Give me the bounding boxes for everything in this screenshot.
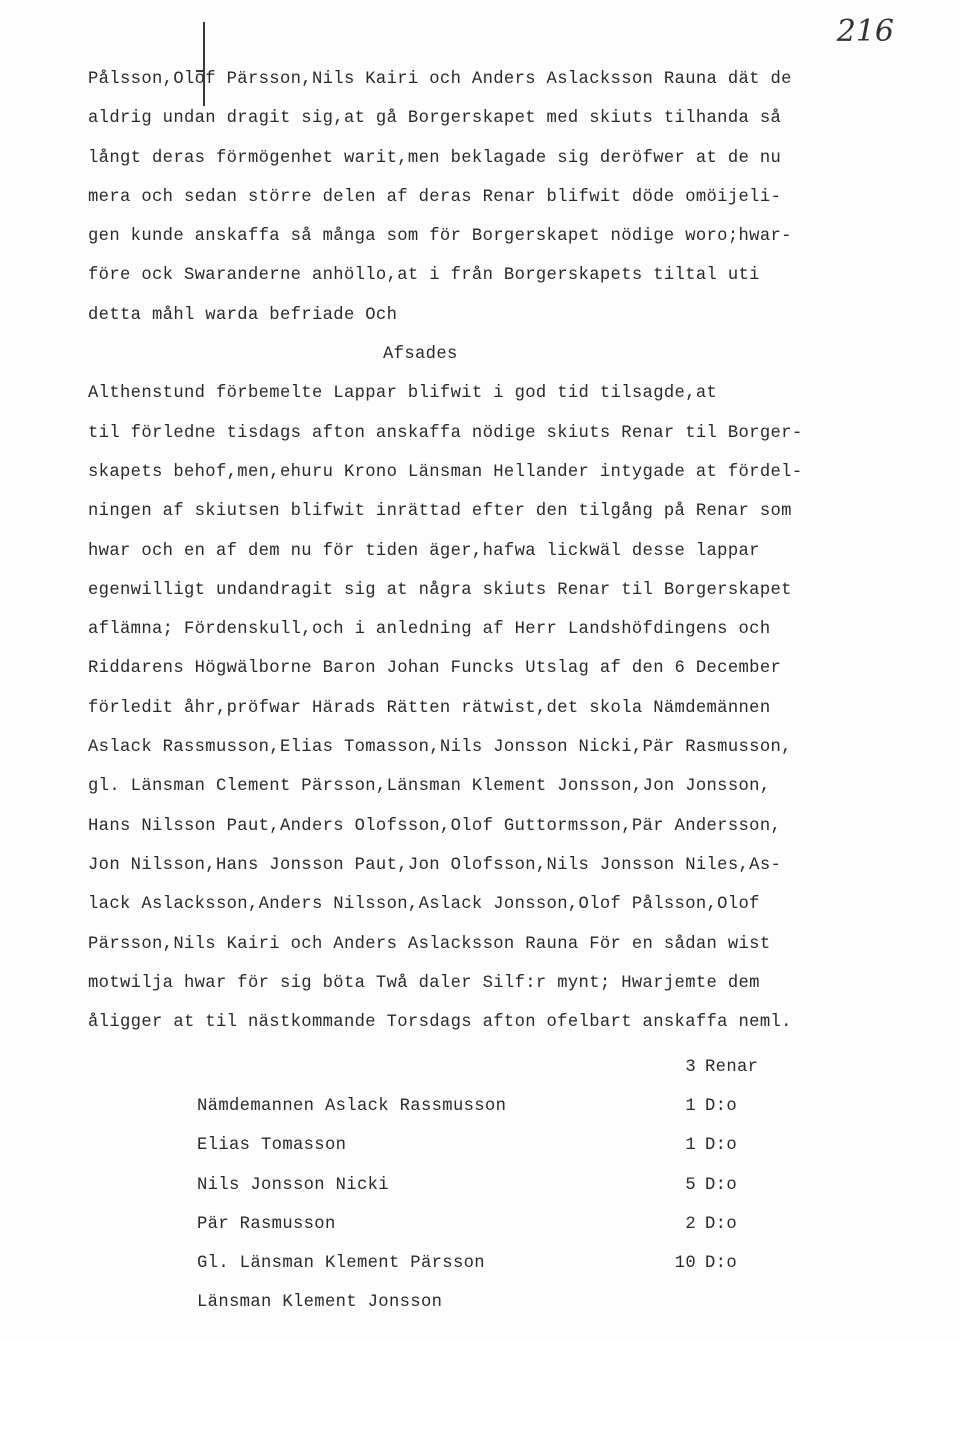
section-heading: Afsades <box>383 345 458 365</box>
list-item-unit: D:o <box>705 1253 737 1273</box>
text-line: skapets behof,men,ehuru Krono Länsman Hellander intygade at fördel- <box>88 462 803 482</box>
list-item <box>133 1126 773 1195</box>
text-line: motwilja hwar för sig böta Twå daler Silf:r mynt; Hwarjemte dem <box>88 973 760 993</box>
text-line: Pålsson,Olof Pärsson,Nils Kairi och Anders Aslacksson Rauna dät de <box>88 70 792 89</box>
text-line: mera och sedan större delen af deras Renar blifwit döde omöijeli- <box>88 187 782 207</box>
list-item-name: Pär Rasmusson <box>197 1214 336 1234</box>
text-line: Pärsson,Nils Kairi och Anders Aslacksson Rauna För en sådan wist <box>88 934 771 954</box>
text-line: långt deras förmögenhet warit,men beklagade sig deröfwer at de nu <box>88 148 782 168</box>
text-line: åligger at til nästkommande Torsdags afton ofelbart anskaffa neml. <box>88 1013 792 1033</box>
list-item-name: Länsman Klement Jonsson <box>197 1293 443 1313</box>
text-line: gl. Länsman Clement Pärsson,Länsman Klement Jonsson,Jon Jonsson, <box>88 777 771 797</box>
list-item-qty: 10 <box>674 1253 696 1273</box>
list-item <box>133 1087 773 1156</box>
list-item-name: Nils Jonsson Nicki <box>197 1175 389 1195</box>
list-item-unit: D:o <box>705 1175 737 1195</box>
text-line: ningen af skiutsen blifwit inrättad efter den tilgång på Renar som <box>88 502 792 522</box>
text-line: til förledne tisdags afton anskaffa nödige skiuts Renar til Borger- <box>88 423 803 443</box>
list-item-qty: 5 <box>685 1175 696 1195</box>
list-item-unit: Renar <box>705 1058 759 1077</box>
text-line: lack Aslacksson,Anders Nilsson,Aslack Jonsson,Olof Pålsson,Olof <box>88 895 760 915</box>
list-item <box>133 1166 773 1234</box>
text-line: före ock Swaranderne anhöllo,at i från Borgerskapets tiltal uti <box>88 266 760 286</box>
text-line: gen kunde anskaffa så många som för Borgerskapet nödige woro;hwar- <box>88 227 792 247</box>
list-item-unit: D:o <box>705 1136 737 1156</box>
list-item-qty: 2 <box>685 1214 696 1234</box>
text-line: egenwilligt undandragit sig at några skiuts Renar til Borgerskapet <box>88 580 792 600</box>
text-line: Riddarens Högwälborne Baron Johan Funcks Utslag af den 6 December <box>88 659 782 679</box>
text-line: Aslack Rassmusson,Elias Tomasson,Nils Jonsson Nicki,Pär Rasmusson, <box>88 738 792 758</box>
text-line: förledit åhr,pröfwar Härads Rätten rätwist,det skola Nämdemännen <box>88 698 771 718</box>
text-line: Hans Nilsson Paut,Anders Olofsson,Olof Guttormsson,Pär Andersson, <box>88 816 782 836</box>
text-line: aldrig undan dragit sig,at gå Borgerskapet med skiuts tilhanda så <box>88 109 782 129</box>
text-line: Althenstund förbemelte Lappar blifwit i god tid tilsagde,at <box>88 384 718 404</box>
list-item-unit: D:o <box>705 1214 737 1234</box>
text-line: hwar och en af dem nu för tiden äger,hafwa lickwäl desse lappar <box>88 541 760 561</box>
text-line: Jon Nilsson,Hans Jonsson Paut,Jon Olofsson,Nils Jonsson Niles,As- <box>88 855 782 875</box>
list-item-name: Gl. Länsman Klement Pärsson <box>197 1253 485 1273</box>
list-item-qty: 1 <box>685 1097 696 1117</box>
page-number: 216 <box>836 14 894 49</box>
renar-list <box>133 1048 773 1313</box>
list-item-name: Nämdemannen Aslack Rassmusson <box>197 1097 507 1117</box>
list-item-qty: 3 <box>685 1058 696 1077</box>
list-item <box>133 1244 773 1313</box>
text-line: aflämna; Fördenskull,och i anledning af Herr Landshöfdingens och <box>88 620 771 640</box>
list-item-unit: D:o <box>705 1097 737 1117</box>
list-item-qty: 1 <box>685 1136 696 1156</box>
text-line: detta måhl warda befriade Och <box>88 305 398 325</box>
body-text <box>88 60 878 1042</box>
list-item-name: Elias Tomasson <box>197 1136 347 1156</box>
